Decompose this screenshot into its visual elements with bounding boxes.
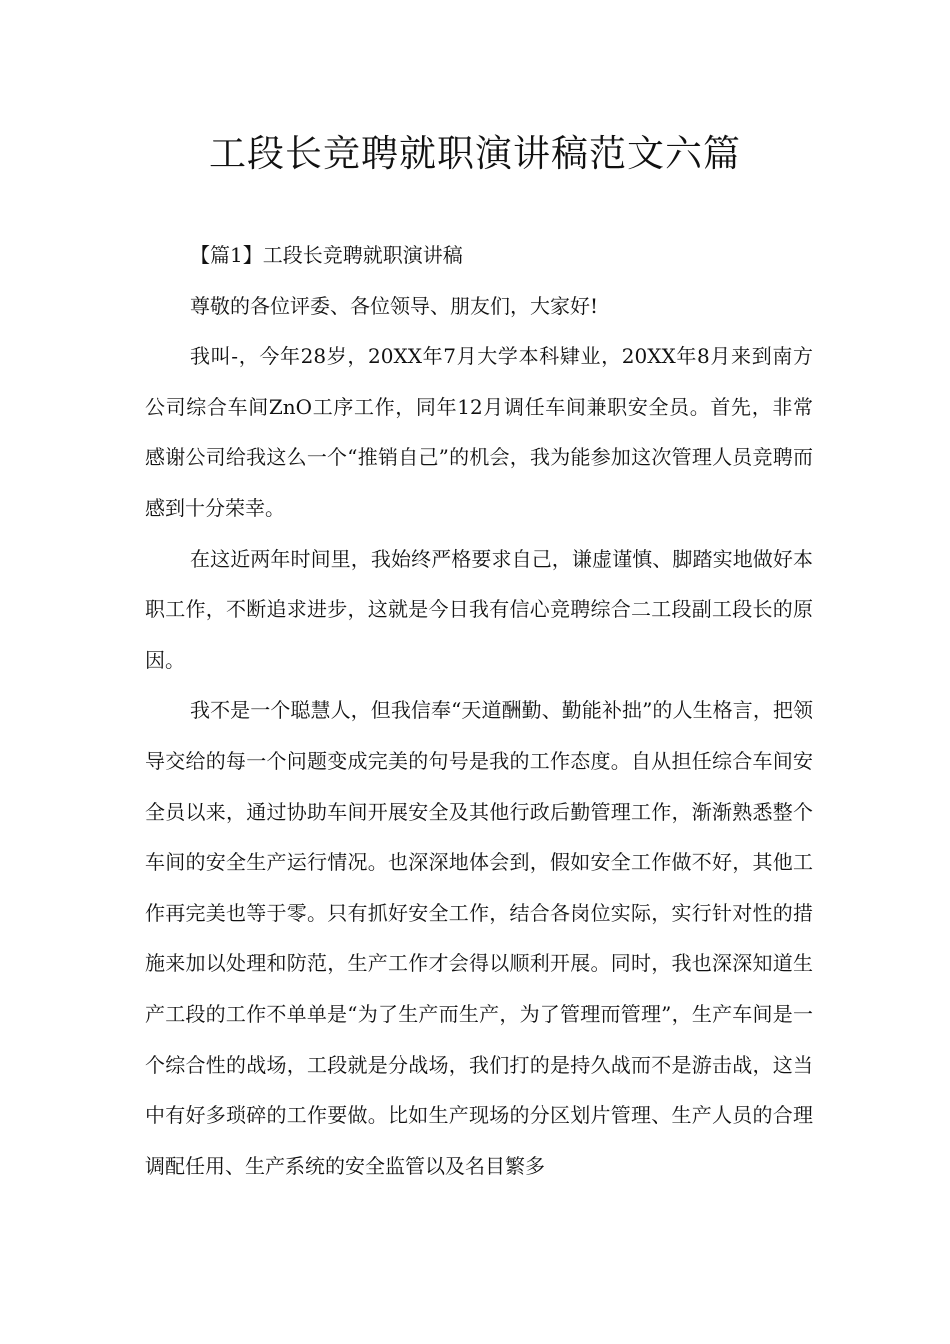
paragraph-reason: 在这近两年时间里，我始终严格要求自己，谦虚谨慎、脚踏实地做好本职工作，不断追求进步，这就是今日我有信心竞聘综合二工段副工段长的原因。 — [145, 546, 813, 672]
document-body — [145, 230, 813, 1191]
paragraph-greeting: 尊敬的各位评委、各位领导、朋友们，大家好! — [190, 293, 599, 318]
document-title: 工段长竞聘就职演讲稿范文六篇 — [209, 132, 741, 175]
section-heading: 【篇1】工段长竞聘就职演讲稿 — [190, 243, 463, 267]
paragraph-work-attitude: 我不是一个聪慧人，但我信奉“天道酬勤、勤能补拙”的人生格言，把领导交给的每一个问题变成完美的句号是我的工作态度。自从担任综合车间安全员以来，通过协助车间开展安全及其他行政后勤管理工作，渐渐熟悉整个车间的安全生产运行情况。也深深地体会到，假如安全工作做不好，其他工作再完美也等于零。只有抓好安全工作，结合各岗位实际，实行针对性的措施来加以处理和防范，生产工作才会得以顺利开展。同时，我也深深知道生产工段的工作不单单是“为了生产而生产，为了管理而管理”，生产车间是一个综合性的战场，工段就是分战场，我们打的是持久战而不是游击战，这当中有好多琐碎的工作要做。比如生产现场的分区划片管理、生产人员的合理调配任用、生产系统的安全监管以及名目繁多 — [145, 698, 813, 1178]
paragraph-introduction: 我叫-，今年28岁，20XX年7月大学本科肄业，20XX年8月来到南方公司综合车间ZnO工序工作，同年12月调任车间兼职安全员。首先，非常感谢公司给我这么一个“推销自己”的机会，我为能参加这次管理人员竞聘而感到十分荣幸。 — [145, 344, 813, 520]
